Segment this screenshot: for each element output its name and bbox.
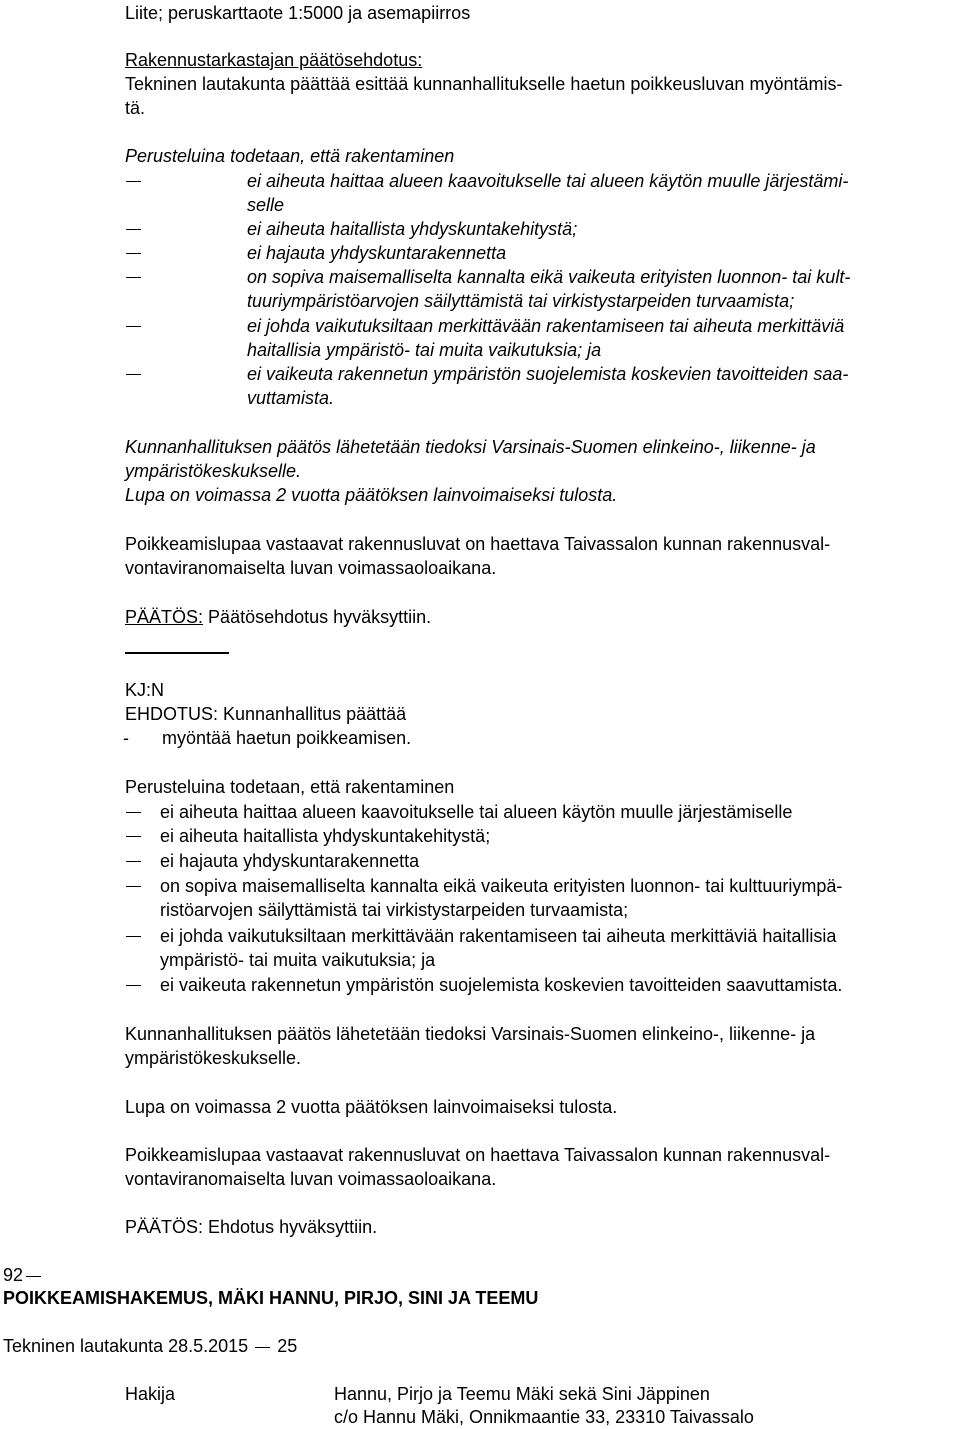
committee-name-date: Tekninen lautakunta 28.5.2015 [3,1336,249,1356]
reason-5-line-2: haitallisia ympäristö- tai muita vaikutuksia; ja [247,340,602,360]
proposal-heading: Rakennustarkastajan päätösehdotus: [125,50,423,70]
dash-bullet-icon [126,886,141,887]
reason-4-line-2: tuuriympäristöarvojen säilyttämistä tai virkistystarpeiden turvaamista; [247,291,795,311]
decision-text: Päätösehdotus hyväksyttiin. [208,607,432,627]
reasons-intro-italic: Perusteluina todetaan, että rakentaminen [125,146,455,166]
dash-bullet-icon [126,812,141,813]
validity-italic: Lupa on voimassa 2 vuotta päätöksen lainvoimaiseksi tulosta. [125,485,618,505]
dash-bullet-icon [126,836,141,837]
kjn-label: KJ:N [125,680,165,700]
reason-6-line-1: ei vaikeuta rakennetun ympäristön suojelemista koskevien tavoitteiden saa- [247,364,849,384]
reason-4-line-1: on sopiva maisemalliselta kannalta eikä vaikeuta erityisten luonnon- tai kult- [247,267,851,287]
section-title: POIKKEAMISHAKEMUS, MÄKI HANNU, PIRJO, SINI JA TEEMU [3,1288,539,1308]
kjn-item-text: myöntää haetun poikkeamisen. [162,728,412,748]
kjn-reason-4-line-2: ristöarvojen säilyttämistä tai virkistystarpeiden turvaamista; [160,900,629,920]
proposal-text-line-1: Tekninen lautakunta päättää esittää kunnanhallitukselle haetun poikkeusluvan myöntämis- [125,74,843,94]
dash-bullet-icon [126,181,141,182]
section-dash-icon [26,1276,41,1277]
permit-line-1: Poikkeamislupaa vastaavat rakennusluvat on haettava Taivassalon kunnan rakennusval- [125,534,831,554]
kjn-reasons-intro: Perusteluina todetaan, että rakentaminen [125,777,455,797]
dash-bullet-icon [126,936,141,937]
reason-1-line-1: ei aiheuta haittaa alueen kaavoitukselle tai alueen käytön muulle järjestämi- [247,171,849,191]
attachment-line: Liite; peruskarttaote 1:5000 ja asemapiirros [125,3,471,23]
applicant-name: Hannu, Pirjo ja Teemu Mäki sekä Sini Jäppinen [334,1384,710,1404]
committee-number: 25 [277,1336,298,1356]
dash-bullet-icon [126,861,141,862]
applicant-address: c/o Hannu Mäki, Onnikmaantie 33, 23310 Taivassalo [334,1407,754,1427]
kjn-validity: Lupa on voimassa 2 vuotta päätöksen lainvoimaiseksi tulosta. [125,1097,618,1117]
decision-label: PÄÄTÖS: [125,607,204,627]
kjn-reason-3: ei hajauta yhdyskuntarakennetta [160,851,420,871]
kjn-proposal-line: EHDOTUS: Kunnanhallitus päättää [125,704,407,724]
kjn-permit-line-1: Poikkeamislupaa vastaavat rakennusluvat on haettava Taivassalon kunnan rakennusval- [125,1145,831,1165]
reason-6-line-2: vuttamista. [247,388,335,408]
reason-1-line-2: selle [247,195,285,215]
committee-line [3,1334,297,1358]
decision-line [125,605,431,629]
permit-line-2: vontaviranomaiselta luvan voimassaoloaikana. [125,558,497,578]
dash-bullet-icon [126,229,141,230]
kjn-decision: PÄÄTÖS: Ehdotus hyväksyttiin. [125,1217,378,1237]
proposal-text-line-2: tä. [125,98,146,118]
separator-rule [125,652,229,654]
dash-bullet-icon [126,374,141,375]
notify-italic-line-1: Kunnanhallituksen päätös lähetetään tiedoksi Varsinais-Suomen elinkeino-, liikenne- ja [125,437,816,457]
reason-5-line-1: ei johda vaikutuksiltaan merkittävään rakentamiseen tai aiheuta merkittäviä [247,316,845,336]
kjn-notify-line-2: ympäristökeskukselle. [125,1048,302,1068]
dash-bullet-icon [126,985,141,986]
kjn-item-marker: - [123,728,129,748]
kjn-reason-2: ei aiheuta haitallista yhdyskuntakehitystä; [160,826,491,846]
kjn-notify-line-1: Kunnanhallituksen päätös lähetetään tiedoksi Varsinais-Suomen elinkeino-, liikenne- ja [125,1024,816,1044]
dash-bullet-icon [126,326,141,327]
kjn-reason-6: ei vaikeuta rakennetun ympäristön suojelemista koskevien tavoitteiden saavuttamista. [160,975,843,995]
reason-2: ei aiheuta haitallista yhdyskuntakehitystä; [247,219,578,239]
reason-3: ei hajauta yhdyskuntarakennetta [247,243,507,263]
kjn-permit-line-2: vontaviranomaiselta luvan voimassaoloaikana. [125,1169,497,1189]
section-number: 92 [3,1265,24,1285]
kjn-reason-4-line-1: on sopiva maisemalliselta kannalta eikä vaikeuta erityisten luonnon- tai kulttuuriympä- [160,876,843,896]
notify-italic-line-2: ympäristökeskukselle. [125,461,302,481]
kjn-reason-5-line-1: ei johda vaikutuksiltaan merkittävään rakentamiseen tai aiheuta merkittäviä haitallisia [160,926,837,946]
kjn-reason-1: ei aiheuta haittaa alueen kaavoitukselle tai alueen käytön muulle järjestämiselle [160,802,793,822]
kjn-reason-5-line-2: ympäristö- tai muita vaikutuksia; ja [160,950,436,970]
dash-bullet-icon [126,277,141,278]
applicant-label: Hakija [125,1384,176,1404]
dash-bullet-icon [126,253,141,254]
committee-dash-icon [255,1347,270,1348]
